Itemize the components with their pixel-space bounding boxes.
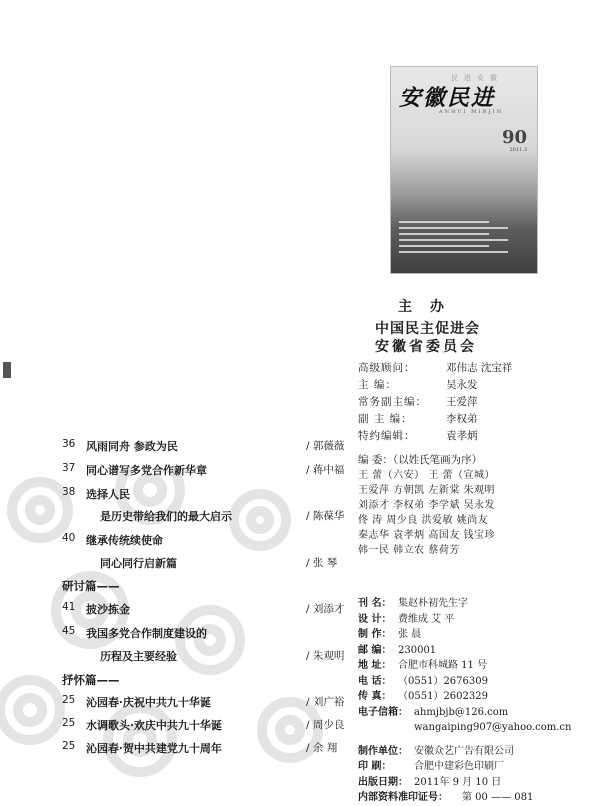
- info-row: [358, 759, 598, 775]
- staff-role: 特约编辑：: [358, 430, 416, 442]
- info-row: [358, 596, 598, 612]
- section-title: 抒怀篇——: [62, 673, 120, 687]
- editors-row: 王爱萍 方朝凯 左新棠 朱观明: [358, 485, 496, 496]
- info-value: 集赵朴初先生字: [398, 598, 468, 609]
- staff-row: [358, 377, 598, 394]
- info-value: 合肥市科城路 11 号: [398, 660, 488, 671]
- toc-title: 风雨同舟 参政为民: [86, 440, 178, 453]
- editors-row: 王 蕾（六安） 王 蕾（宣城）: [358, 470, 496, 481]
- info-label: 制作单位：: [358, 745, 408, 757]
- info-value: （0551）2676309: [398, 675, 488, 687]
- toc-page-number: 25: [62, 740, 76, 752]
- toc-title: 选择人民: [86, 488, 130, 501]
- staff-list: [358, 360, 598, 445]
- staff-name: 邓伟志 沈宝祥: [446, 362, 513, 374]
- cover-pinyin: ANHUI MINJIN: [439, 109, 503, 115]
- cover-contents-lines: [399, 217, 527, 257]
- info-label: 出版日期：: [358, 776, 408, 788]
- toc-title: 历程及主要经验: [100, 650, 177, 663]
- staff-role: 常务副主编：: [358, 396, 427, 408]
- info-row: [358, 658, 598, 674]
- cover-issue: 2011.3: [509, 147, 527, 153]
- editors-row: 秦志华 袁孝炳 高国友 钱宝珍: [358, 530, 496, 541]
- side-marker: [3, 362, 11, 378]
- staff-name: 吴永发: [446, 379, 478, 391]
- info-label: 制 作：: [358, 629, 392, 640]
- staff-role: 高级顾问：: [358, 362, 416, 374]
- toc-author: / 周少良: [306, 719, 345, 731]
- editors-row: 刘添才 李权弟 李学斌 吴永发: [358, 500, 496, 511]
- staff-row: [358, 394, 598, 411]
- info-row: [358, 674, 598, 690]
- email-value: wangaiping907@yahoo.com.cn: [414, 722, 572, 733]
- toc-title: 水调歌头·欢庆中共九十华诞: [86, 719, 222, 732]
- toc-page-number: 45: [62, 625, 76, 637]
- info-value: 合肥中建彩色印刷厂: [414, 761, 504, 772]
- info-row: [358, 744, 598, 760]
- info-label: 设 计：: [358, 613, 392, 625]
- toc-page-number: 37: [62, 462, 76, 474]
- toc-author: / 张 琴: [306, 557, 338, 569]
- toc-title: 沁园春·贺中共建党九十周年: [86, 742, 222, 755]
- info-label: 电 话：: [358, 675, 392, 687]
- info-label: 地 址：: [358, 660, 392, 671]
- toc-title: 披沙拣金: [86, 603, 130, 616]
- toc-title: 同心谱写多党合作新华章: [86, 464, 207, 477]
- toc-title: 继承传统续使命: [86, 534, 163, 547]
- info-value: 张 晨: [398, 629, 422, 640]
- info-label: 电子信箱：: [358, 706, 408, 718]
- toc-title: 沁园春·庆祝中共九十华诞: [86, 696, 211, 709]
- info-value: 第 00 —— 081: [462, 792, 534, 803]
- editorial-board: [358, 452, 598, 558]
- publication-info: [358, 596, 598, 806]
- email-value: ahmjbjb@126.com: [414, 706, 509, 718]
- info-value: 费维成 艾 平: [398, 613, 455, 625]
- info-value: 安徽众艺广告有限公司: [414, 745, 514, 757]
- toc-author: / 郭薇薇: [306, 440, 345, 452]
- toc-author: / 陈葆华: [306, 510, 345, 522]
- staff-row: [358, 428, 598, 445]
- staff-name: 李权弟: [446, 413, 478, 425]
- editors-row: 佟 涛 周少良 洪爱敏 姚尚友: [358, 515, 489, 526]
- toc-page-number: 25: [62, 694, 76, 706]
- info-row: [358, 689, 598, 705]
- info-label: 内部资料准印证号：: [358, 792, 448, 803]
- cover-small-text: 民进安徽: [451, 74, 503, 82]
- info-row: [358, 720, 598, 736]
- toc-page-number: 40: [62, 532, 76, 544]
- cover-anniversary-badge: 90: [501, 127, 527, 148]
- info-row: [358, 627, 598, 643]
- staff-row: [358, 411, 598, 428]
- section-title: 研讨篇——: [62, 579, 120, 593]
- toc-title: 我国多党合作制度建设的: [86, 627, 207, 640]
- info-label: [358, 720, 414, 736]
- toc-author: / 刘添才: [306, 603, 345, 615]
- toc-author: / 朱观明: [306, 650, 345, 662]
- cover-title: 安徽民进: [399, 85, 496, 111]
- staff-role: 副 主 编：: [358, 413, 413, 425]
- editors-heading: 编 委：（以姓氏笔画为序）: [358, 454, 483, 466]
- info-value: （0551）2602329: [398, 691, 488, 702]
- staff-name: 袁孝炳: [446, 430, 478, 442]
- host-org-line2: 安徽省委员会: [375, 339, 477, 355]
- host-org-line1: 中国民主促进会: [375, 321, 480, 337]
- toc-page-number: 38: [62, 486, 76, 498]
- info-label: 印 刷：: [358, 761, 392, 772]
- staff-role: 主 编：: [358, 379, 397, 391]
- toc-author: / 蒋中福: [306, 464, 345, 476]
- info-row: [358, 790, 598, 806]
- toc-page-number: 36: [62, 438, 76, 450]
- toc-title: 同心同行启新篇: [100, 557, 177, 570]
- host-title: 主办: [398, 299, 462, 315]
- editors-row: 韩一民 韩立农 蔡荷芳: [358, 545, 460, 556]
- toc-author: / 刘广裕: [306, 696, 345, 708]
- info-row: [358, 643, 598, 659]
- toc-title: 是历史带给我们的最大启示: [100, 510, 232, 523]
- info-label: 邮 编：: [358, 644, 392, 656]
- info-row: [358, 612, 598, 628]
- info-value: 230001: [398, 644, 437, 656]
- toc-page-number: 41: [62, 601, 76, 613]
- toc-author: / 余 翔: [306, 742, 338, 754]
- info-label: 刊 名：: [358, 598, 392, 609]
- info-value: 2011年 9 月 10 日: [414, 776, 502, 788]
- toc-page-number: 25: [62, 717, 76, 729]
- info-row: [358, 705, 598, 721]
- magazine-cover-image: [390, 66, 538, 274]
- info-label: 传 真：: [358, 691, 392, 702]
- table-of-contents: [62, 0, 352, 788]
- staff-row: [358, 360, 598, 377]
- staff-name: 王爱萍: [446, 396, 478, 408]
